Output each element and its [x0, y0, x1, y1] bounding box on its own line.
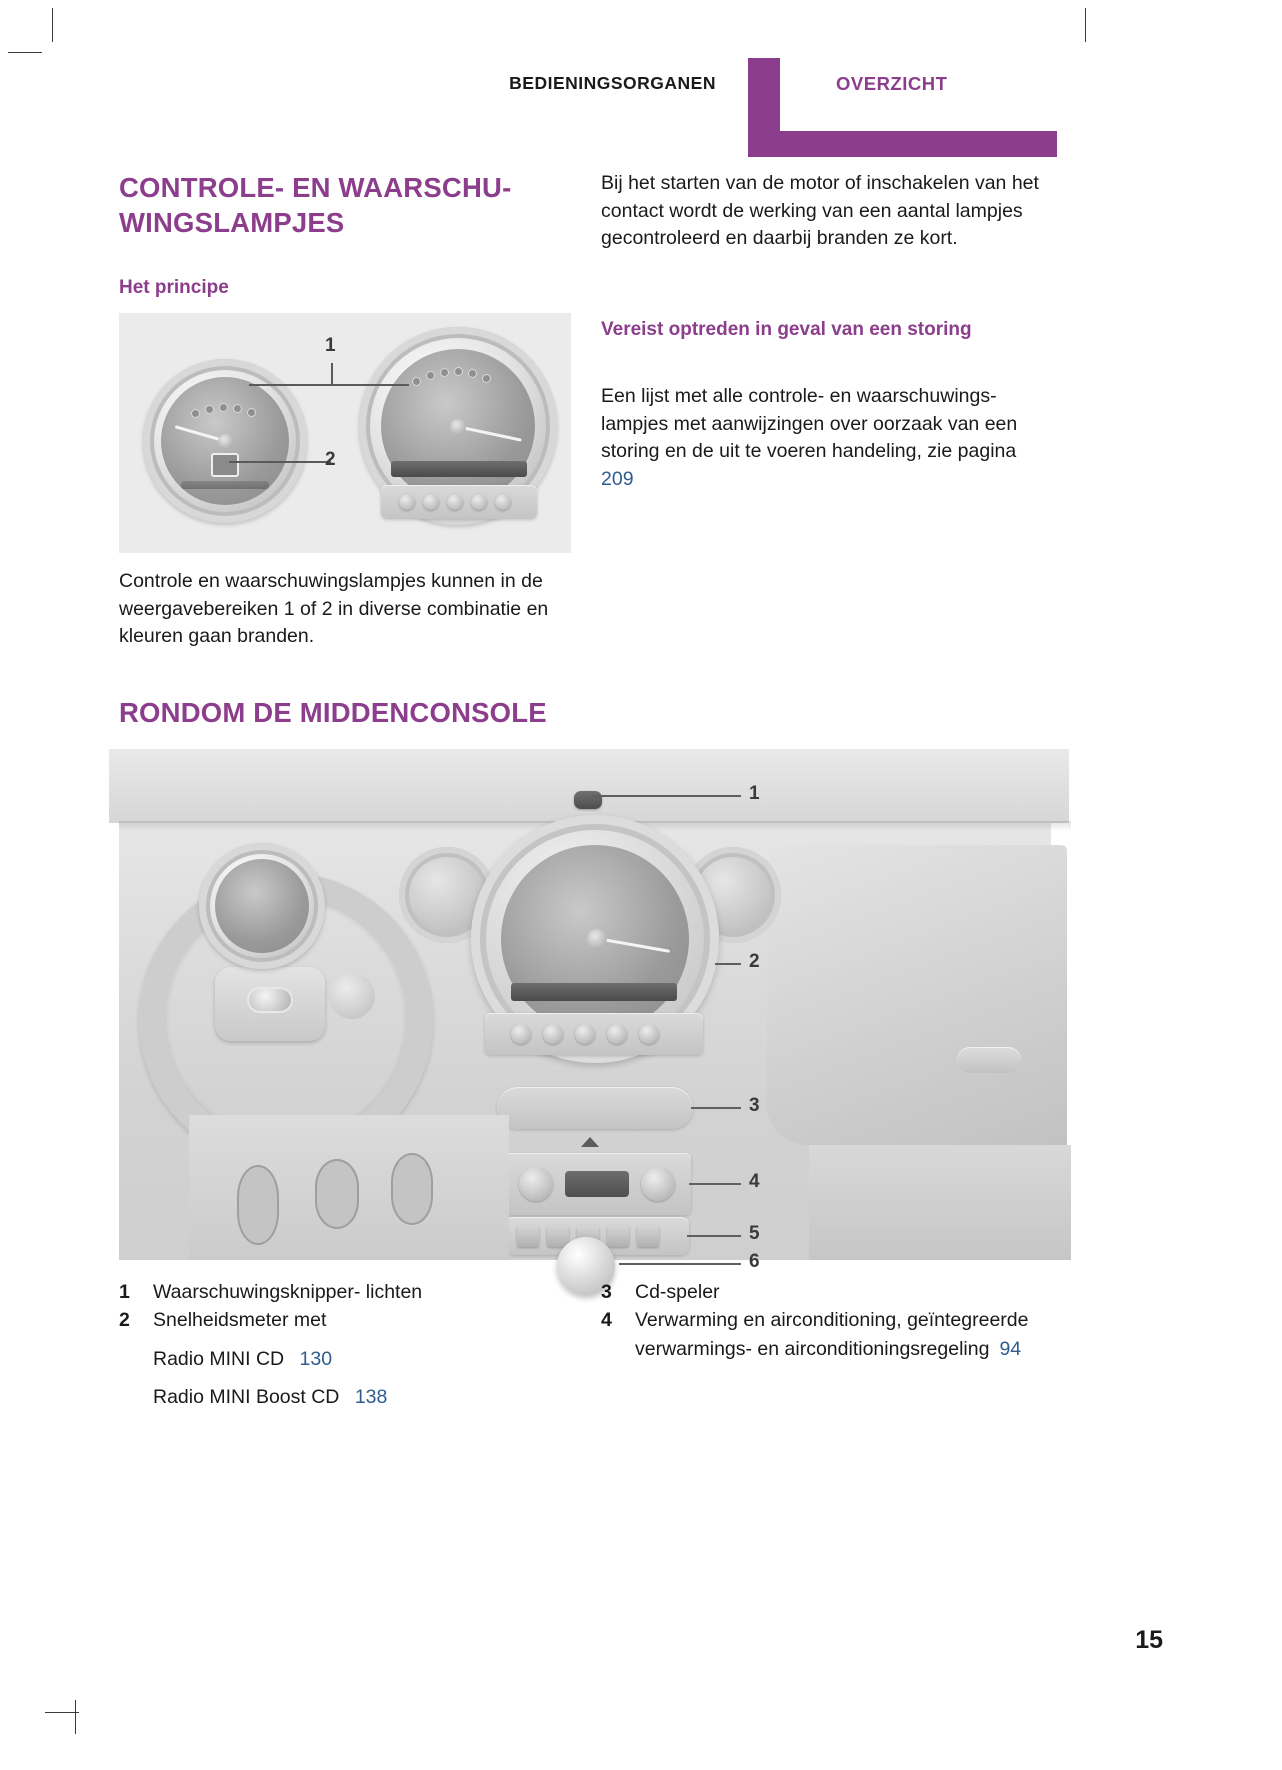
- callout-leader-5: [687, 1235, 741, 1237]
- mini-logo-badge: [247, 987, 293, 1013]
- page-number: 15: [1135, 1626, 1163, 1654]
- header-bracket-horizontal: [748, 131, 1057, 157]
- section-one-right-subheading-wrap: [601, 318, 1051, 343]
- callout-leader-6: [619, 1263, 741, 1265]
- legend-list-right: [601, 1278, 1051, 1363]
- radio-preset-knob: [511, 1024, 531, 1044]
- legend-item-2: [119, 1306, 579, 1334]
- centre-console-illustration: [119, 755, 1051, 1272]
- legend-item-4: [601, 1306, 1051, 1363]
- warning-lamp: [468, 369, 477, 378]
- tachometer-lower-bar: [181, 481, 269, 489]
- legend-label: [635, 1306, 1051, 1363]
- accelerator-pedal: [391, 1153, 433, 1225]
- subheading-het-principe: Het principe: [119, 277, 229, 298]
- legend-label: Snelheidsmeter met: [153, 1309, 327, 1332]
- malfunction-paragraph: [601, 383, 1051, 494]
- callout-leader-1-vertical: [331, 363, 333, 385]
- warning-lamp: [247, 408, 256, 417]
- callout-leader-4: [689, 1183, 741, 1185]
- legend-label: Cd-speler: [635, 1281, 720, 1303]
- crop-mark-bottom-line: [45, 1712, 79, 1713]
- radio-preset-knob: [607, 1024, 627, 1044]
- figure-caption: Controle en waarschuwingslampjes kunnen in de weergavebereiken 1 of 2 in diverse combinatie en kleuren gaan branden.: [119, 570, 549, 648]
- dash-callout-3: 3: [749, 1095, 760, 1116]
- brake-pedal: [315, 1159, 359, 1229]
- warning-lamp: [440, 368, 449, 377]
- crop-mark-bottom-left: [75, 1700, 76, 1734]
- legend-subitem-page-ref: 138: [354, 1385, 388, 1408]
- warning-lamp: [205, 405, 214, 414]
- warning-lamp: [482, 374, 491, 383]
- dashboard-top-pad: [109, 749, 1069, 823]
- callout-leader-1-horizontal: [249, 384, 409, 386]
- legend-item-3: [601, 1278, 1051, 1306]
- figure-callout-2: 2: [325, 449, 336, 470]
- malfunction-paragraph-wrap: [601, 383, 1051, 494]
- toggle-switch: [517, 1225, 539, 1247]
- radio-knob: [399, 494, 415, 510]
- radio-knob: [447, 494, 463, 510]
- callout-leader-2: [715, 963, 741, 965]
- climate-fan-knob: [641, 1167, 675, 1201]
- radio-preset-knob: [639, 1024, 659, 1044]
- centre-display-bar: [511, 983, 677, 1001]
- warning-lamp: [426, 371, 435, 380]
- header-section-label: OVERZICHT: [836, 73, 948, 94]
- section-one-subheading-wrap: [119, 276, 571, 301]
- figure-callout-1: 1: [325, 335, 336, 356]
- malfunction-paragraph-text: Een lijst met alle controle- en waarschuwingslampjes met aanwijzingen over oorzaak van een storing en de uit te voeren handeling, zie pagina: [601, 385, 1018, 463]
- intro-paragraph: Bij het starten van de motor of inschakelen van het contact wordt de werking van een aantal lampjes gecontroleerd en daarbij branden ze kort.: [601, 172, 1039, 250]
- page-title-line-2: WINGSLAMPJES: [119, 207, 345, 239]
- running-header: [0, 28, 1282, 138]
- dash-callout-1: 1: [749, 783, 760, 804]
- legend-item-1: [119, 1278, 579, 1306]
- radio-preset-knob: [575, 1024, 595, 1044]
- legend-label: Waarschuwingsknipper- lichten: [153, 1281, 423, 1303]
- legend-page-ref: 94: [999, 1337, 1022, 1360]
- speedometer-display-bar: [391, 461, 527, 477]
- page-title: [119, 170, 571, 240]
- passenger-lower-trim: [809, 1145, 1071, 1260]
- legend-subitem-label: Radio MINI CD: [153, 1347, 285, 1370]
- legend-subitem-radio-mini-boost-cd: [153, 1383, 579, 1411]
- legend-list-left: [119, 1278, 579, 1411]
- section-one-left-column: [119, 170, 571, 240]
- callout-leader-3: [691, 1107, 741, 1109]
- dash-callout-2: 2: [749, 951, 760, 972]
- page-title-line-1: CONTROLE- EN WAARSCHU-: [119, 172, 512, 203]
- warning-lamp: [412, 377, 421, 386]
- hazard-warning-button: [574, 791, 602, 809]
- fuel-warning-indicator: [211, 453, 239, 477]
- glovebox-handle: [957, 1047, 1021, 1073]
- instrument-cluster-illustration: [119, 313, 571, 553]
- section-two-title-wrap: [119, 695, 919, 730]
- dash-callout-5: 5: [749, 1223, 760, 1244]
- page-reference-209: 209: [601, 468, 634, 491]
- centre-speedometer-hub: [587, 929, 607, 949]
- warning-lamp: [191, 409, 200, 418]
- tachometer-hub: [218, 434, 233, 449]
- toggle-switch: [607, 1225, 629, 1247]
- legend-label-text: Verwarming en airconditioning, geïntegreerde verwarmings- en airconditioningsregeling: [635, 1309, 1029, 1360]
- callout-leader-1: [591, 795, 741, 797]
- passenger-dash-panel: [767, 845, 1067, 1145]
- radio-knob: [423, 494, 439, 510]
- climate-display: [565, 1171, 629, 1197]
- radio-preset-knob: [543, 1024, 563, 1044]
- warning-lamp: [233, 404, 242, 413]
- toggle-switch: [637, 1225, 659, 1247]
- legend-number: 2: [119, 1309, 130, 1332]
- legend-subitem-label: Radio MINI Boost CD: [153, 1385, 340, 1408]
- dash-callout-4: 4: [749, 1171, 760, 1192]
- figure-caption-wrap: [119, 568, 571, 651]
- legend-subitem-radio-mini-cd: [153, 1345, 579, 1373]
- radio-knob: [495, 494, 511, 510]
- clutch-pedal: [237, 1165, 279, 1245]
- header-chapter-label: BEDIENINGSORGANEN: [509, 73, 716, 93]
- legend-number: 1: [119, 1281, 130, 1303]
- tachometer-binnacle-face: [215, 859, 309, 953]
- dash-callout-6: 6: [749, 1251, 760, 1272]
- climate-temperature-knob: [519, 1167, 553, 1201]
- subheading-vereist-optreden: Vereist optreden in geval van een storing: [601, 319, 972, 340]
- steering-wheel-multifunction-buttons: [329, 973, 375, 1019]
- section-one-intro-wrap: [601, 170, 1051, 253]
- cd-player-eject-icon: [581, 1137, 599, 1147]
- legend-number: 4: [601, 1309, 612, 1332]
- legend-number: 3: [601, 1281, 612, 1303]
- warning-lamp: [219, 403, 228, 412]
- radio-knob: [471, 494, 487, 510]
- section-title-middenconsole: RONDOM DE MIDDENCONSOLE: [119, 697, 547, 728]
- speedometer-hub: [450, 419, 466, 435]
- warning-lamp: [454, 367, 463, 376]
- callout-leader-2-horizontal: [229, 461, 331, 463]
- legend-subitem-page-ref: 130: [299, 1347, 333, 1370]
- cd-player: [497, 1087, 693, 1129]
